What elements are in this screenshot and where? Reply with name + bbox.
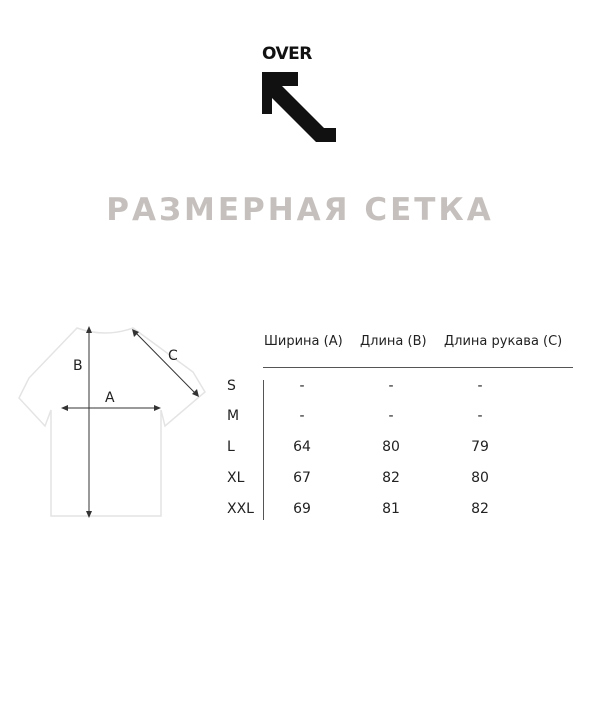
width-value: 69 — [293, 501, 311, 517]
length-value: 81 — [382, 501, 400, 517]
sleeve-value: - — [477, 378, 483, 394]
label-a: A — [105, 390, 115, 406]
page-title: РАЗМЕРНАЯ СЕТКА — [106, 192, 494, 228]
size-column-divider — [263, 380, 264, 520]
length-value: 80 — [382, 439, 400, 455]
over-arrow-logo-icon — [260, 70, 338, 144]
length-value: 82 — [382, 470, 400, 486]
width-value: - — [299, 378, 305, 394]
size-label: S — [227, 378, 236, 394]
label-c: C — [168, 348, 178, 364]
size-label: XL — [227, 470, 245, 486]
header-sleeve: Длина рукава (C) — [444, 334, 563, 349]
length-value: - — [388, 378, 394, 394]
width-value: - — [299, 408, 305, 424]
tshirt-measurement-icon — [15, 322, 215, 522]
size-label: M — [227, 408, 240, 424]
sleeve-value: 80 — [471, 470, 489, 486]
label-b: B — [73, 358, 83, 374]
header-length: Длина (B) — [360, 334, 427, 349]
sleeve-value: 79 — [471, 439, 489, 455]
size-label: XXL — [227, 501, 254, 517]
size-label: L — [227, 439, 235, 455]
width-value: 64 — [293, 439, 311, 455]
length-value: - — [388, 408, 394, 424]
logo-text: OVER — [262, 44, 312, 64]
sleeve-value: 82 — [471, 501, 489, 517]
header-width: Ширина (A) — [264, 334, 343, 349]
brand-logo — [256, 44, 340, 144]
sleeve-value: - — [477, 408, 483, 424]
width-value: 67 — [293, 470, 311, 486]
header-divider — [263, 367, 573, 368]
